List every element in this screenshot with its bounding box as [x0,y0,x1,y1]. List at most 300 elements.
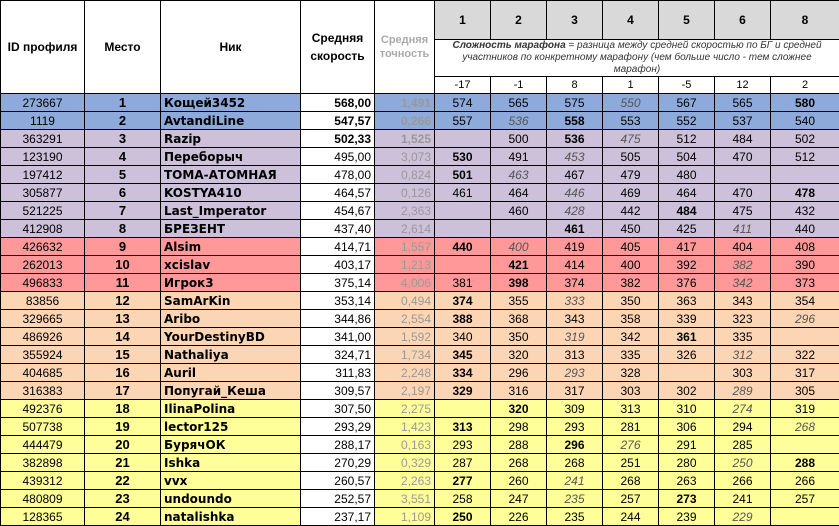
marathon-speed-cell: 312 [715,346,771,364]
speed-cell: 568,00 [301,94,375,112]
nick-cell: YourDestinyBD [161,328,301,346]
marathon-speed-cell: 575 [547,94,603,112]
rank-cell: 3 [85,130,161,148]
marathon-speed-cell: 432 [771,202,839,220]
speed-cell: 502,33 [301,130,375,148]
difficulty-note-title: Сложность марафона [452,40,565,51]
accuracy-cell: 4,006 [375,274,435,292]
rank-cell: 11 [85,274,161,292]
marathon-speed-cell: 241 [715,490,771,508]
marathon-speed-cell: 294 [715,418,771,436]
table-row [1,256,839,274]
accuracy-cell: 1,423 [375,418,435,436]
accuracy-cell: 0,494 [375,292,435,310]
marathon-speed-cell [715,166,771,184]
rank-cell: 17 [85,382,161,400]
marathon-speed-cell: 235 [547,490,603,508]
rank-cell: 10 [85,256,161,274]
speed-cell: 414,71 [301,238,375,256]
rank-cell: 6 [85,184,161,202]
marathon-speed-cell: 319 [771,400,839,418]
accuracy-cell: 2,263 [375,472,435,490]
accuracy-cell: 0,266 [375,112,435,130]
header-marathon-8: 8 [771,1,839,40]
marathon-speed-cell: 257 [603,490,659,508]
marathon-speed-cell: 329 [435,382,491,400]
marathon-speed-cell: 328 [603,364,659,382]
marathon-speed-cell: 479 [603,166,659,184]
nick-cell: vvx [161,472,301,490]
table-row [1,202,839,220]
profile-id-cell: 273667 [1,94,85,112]
rank-cell: 7 [85,202,161,220]
accuracy-cell: 2,197 [375,382,435,400]
marathon-speed-cell: 567 [659,94,715,112]
marathon-speed-cell: 251 [603,454,659,472]
marathon-speed-cell: 235 [547,508,603,526]
marathon-speed-cell: 305 [771,382,839,400]
nick-cell: Nathaliya [161,346,301,364]
marathon-speed-cell: 274 [715,400,771,418]
nick-cell: Игрок3 [161,274,301,292]
marathon-speed-cell: 303 [603,382,659,400]
rank-cell: 13 [85,310,161,328]
marathon-speed-cell: 317 [547,382,603,400]
marathon-speed-cell: 475 [603,130,659,148]
marathon-speed-cell: 323 [715,310,771,328]
rank-cell: 20 [85,436,161,454]
marathon-speed-cell: 411 [715,220,771,238]
marathon-speed-cell [771,166,839,184]
marathon-speed-cell: 296 [491,364,547,382]
marathon-speed-cell [491,220,547,238]
table-row [1,382,839,400]
table-row [1,454,839,472]
marathon-speed-cell: 464 [491,184,547,202]
profile-id-cell: 412908 [1,220,85,238]
marathon-speed-cell: 342 [603,328,659,346]
header-marathon-5: 5 [659,1,715,40]
marathon-speed-cell: 461 [435,184,491,202]
marathon-speed-cell: 226 [491,508,547,526]
marathon-speed-cell: 502 [771,130,839,148]
difficulty-1: -17 [435,77,491,94]
marathon-speed-cell: 287 [435,454,491,472]
marathon-speed-cell: 296 [771,310,839,328]
marathon-speed-cell [659,364,715,382]
accuracy-cell: 3,551 [375,490,435,508]
nick-cell: natalishka [161,508,301,526]
nick-cell: Last_Imperator [161,202,301,220]
header-accuracy: Средняя точность [375,1,435,94]
header-rank: Место [85,1,161,94]
marathon-speed-cell: 340 [435,328,491,346]
marathon-speed-cell: 268 [547,454,603,472]
difficulty-3: 8 [547,77,603,94]
marathon-speed-cell: 303 [715,364,771,382]
marathon-speed-cell [435,130,491,148]
marathon-speed-cell: 302 [659,382,715,400]
nick-cell: Alsim [161,238,301,256]
marathon-speed-cell: 442 [603,202,659,220]
marathon-speed-cell: 504 [659,148,715,166]
rank-cell: 19 [85,418,161,436]
marathon-speed-cell: 343 [715,292,771,310]
speed-cell: 288,17 [301,436,375,454]
marathon-speed-cell: 565 [715,94,771,112]
marathon-speed-cell: 244 [603,508,659,526]
table-row [1,328,839,346]
nick-cell: Razip [161,130,301,148]
profile-id-cell: 316383 [1,382,85,400]
marathon-speed-cell: 276 [603,436,659,454]
profile-id-cell: 426632 [1,238,85,256]
marathon-speed-cell: 291 [659,436,715,454]
rank-cell: 14 [85,328,161,346]
marathon-speed-cell: 480 [659,166,715,184]
marathon-speed-cell: 475 [715,202,771,220]
table-row [1,274,839,292]
table-row [1,238,839,256]
marathon-speed-cell: 313 [435,418,491,436]
header-marathon-3: 3 [547,1,603,40]
marathon-speed-cell: 280 [659,454,715,472]
marathon-speed-cell: 501 [435,166,491,184]
marathon-speed-cell: 368 [491,310,547,328]
marathon-speed-cell: 500 [491,130,547,148]
marathon-speed-cell: 345 [435,346,491,364]
accuracy-cell: 0,329 [375,454,435,472]
marathon-speed-cell: 408 [771,238,839,256]
marathon-speed-cell: 250 [435,508,491,526]
accuracy-cell: 2,275 [375,400,435,418]
marathon-speed-cell: 306 [659,418,715,436]
speed-cell: 375,14 [301,274,375,292]
marathon-speed-cell: 288 [491,436,547,454]
nick-cell: Переборыч [161,148,301,166]
marathon-speed-cell: 273 [659,490,715,508]
marathon-speed-cell: 382 [715,256,771,274]
marathon-speed-cell: 285 [715,436,771,454]
speed-cell: 478,00 [301,166,375,184]
speed-cell: 437,40 [301,220,375,238]
marathon-speed-cell: 319 [547,328,603,346]
marathon-speed-cell: 536 [547,130,603,148]
table-row [1,310,839,328]
marathon-speed-cell: 558 [547,112,603,130]
rank-cell: 22 [85,472,161,490]
marathon-speed-cell: 320 [491,400,547,418]
marathon-speed-cell: 260 [491,472,547,490]
marathon-speed-cell: 310 [659,400,715,418]
marathon-speed-cell: 565 [491,94,547,112]
difficulty-8: 2 [771,77,839,94]
marathon-speed-cell: 512 [659,130,715,148]
marathon-speed-cell: 557 [435,112,491,130]
marathon-speed-cell: 484 [715,130,771,148]
speed-cell: 252,57 [301,490,375,508]
marathon-speed-cell: 469 [603,184,659,202]
profile-id-cell: 262013 [1,256,85,274]
speed-cell: 547,57 [301,112,375,130]
marathon-speed-cell: 467 [547,166,603,184]
marathon-speed-cell: 381 [435,274,491,292]
accuracy-cell: 0,126 [375,184,435,202]
accuracy-cell: 2,363 [375,202,435,220]
accuracy-cell: 2,248 [375,364,435,382]
marathon-speed-cell: 293 [547,364,603,382]
marathon-speed-cell: 268 [603,472,659,490]
table-row [1,418,839,436]
marathon-speed-cell: 241 [547,472,603,490]
accuracy-cell: 0,824 [375,166,435,184]
marathon-speed-cell: 382 [603,274,659,292]
marathon-speed-cell: 268 [771,418,839,436]
accuracy-cell: 1,491 [375,94,435,112]
profile-id-cell: 444479 [1,436,85,454]
table-row [1,112,839,130]
marathon-speed-cell: 417 [659,238,715,256]
speed-cell: 324,71 [301,346,375,364]
speed-cell: 309,57 [301,382,375,400]
marathon-speed-cell: 440 [435,238,491,256]
marathon-speed-cell: 484 [659,202,715,220]
nick-cell: БРЕЗЕНТ [161,220,301,238]
marathon-speed-cell: 374 [435,292,491,310]
marathon-speed-cell: 247 [491,490,547,508]
marathon-speed-cell: 298 [491,418,547,436]
profile-id-cell: 404685 [1,364,85,382]
header-marathon-1: 1 [435,1,491,40]
speed-cell: 353,14 [301,292,375,310]
marathon-speed-cell: 550 [603,94,659,112]
speed-cell: 495,00 [301,148,375,166]
rank-cell: 4 [85,148,161,166]
marathon-speed-cell: 317 [771,364,839,382]
nick-cell: AvtandiLine [161,112,301,130]
marathon-speed-cell: 553 [603,112,659,130]
speed-cell: 260,57 [301,472,375,490]
profile-id-cell: 521225 [1,202,85,220]
marathon-speed-cell: 491 [491,148,547,166]
header-marathon-6: 6 [715,1,771,40]
marathon-speed-cell [771,436,839,454]
rank-cell: 18 [85,400,161,418]
marathon-speed-cell: 266 [771,472,839,490]
table-body [1,94,839,526]
nick-cell: xcislav [161,256,301,274]
marathon-speed-cell: 250 [715,454,771,472]
marathon-speed-cell: 335 [715,328,771,346]
table-row [1,292,839,310]
marathon-speed-cell: 266 [715,472,771,490]
marathon-speed-cell: 373 [771,274,839,292]
marathon-speed-cell: 540 [771,112,839,130]
marathon-speed-cell: 446 [547,184,603,202]
marathon-speed-cell: 342 [715,274,771,292]
rank-cell: 21 [85,454,161,472]
marathon-speed-cell: 350 [603,292,659,310]
marathon-speed-cell: 461 [547,220,603,238]
marathon-speed-cell: 512 [771,148,839,166]
marathon-speed-cell [435,256,491,274]
table-row [1,94,839,112]
marathon-speed-cell: 363 [659,292,715,310]
rank-cell: 9 [85,238,161,256]
marathon-speed-cell: 358 [603,310,659,328]
marathon-speed-cell: 333 [547,292,603,310]
table-row [1,436,839,454]
profile-id-cell: 197412 [1,166,85,184]
nick-cell: Aribo [161,310,301,328]
rank-cell: 16 [85,364,161,382]
marathon-speed-cell: 537 [715,112,771,130]
nick-cell: Auril [161,364,301,382]
header-marathon-2: 2 [491,1,547,40]
marathon-speed-cell: 478 [771,184,839,202]
speed-cell: 464,57 [301,184,375,202]
profile-id-cell: 382898 [1,454,85,472]
marathon-speed-cell: 460 [491,202,547,220]
marathon-speed-cell: 374 [547,274,603,292]
marathon-speed-cell: 405 [603,238,659,256]
marathon-speed-cell: 400 [491,238,547,256]
marathon-speed-cell: 334 [435,364,491,382]
rank-cell: 12 [85,292,161,310]
marathon-speed-cell: 313 [603,400,659,418]
marathon-speed-cell: 421 [491,256,547,274]
speed-cell: 454,67 [301,202,375,220]
accuracy-cell: 3,073 [375,148,435,166]
marathon-speed-cell: 320 [491,346,547,364]
marathon-speed-cell: 392 [659,256,715,274]
profile-id-cell: 1119 [1,112,85,130]
rank-cell: 8 [85,220,161,238]
marathon-speed-cell [771,328,839,346]
marathon-speed-cell: 428 [547,202,603,220]
profile-id-cell: 128365 [1,508,85,526]
table-row [1,220,839,238]
profile-id-cell: 439312 [1,472,85,490]
nick-cell: Ishka [161,454,301,472]
marathon-speed-cell: 376 [659,274,715,292]
accuracy-cell: 2,554 [375,310,435,328]
accuracy-cell: 1,734 [375,346,435,364]
rank-cell: 2 [85,112,161,130]
marathon-speed-cell: 350 [491,328,547,346]
rank-cell: 24 [85,508,161,526]
marathon-speed-cell: 335 [603,346,659,364]
marathon-speed-cell: 505 [603,148,659,166]
marathon-speed-cell: 552 [659,112,715,130]
rank-cell: 15 [85,346,161,364]
marathon-speed-cell: 404 [715,238,771,256]
marathon-speed-cell: 289 [715,382,771,400]
marathon-speed-cell: 326 [659,346,715,364]
nick-cell: IlinaPolina [161,400,301,418]
marathon-speed-cell [435,400,491,418]
marathon-speed-cell: 322 [771,346,839,364]
marathon-speed-cell: 258 [435,490,491,508]
marathon-speed-cell: 361 [659,328,715,346]
rank-cell: 5 [85,166,161,184]
speed-cell: 403,17 [301,256,375,274]
table-row [1,148,839,166]
marathon-speed-cell: 309 [547,400,603,418]
marathon-speed-cell: 440 [771,220,839,238]
profile-id-cell: 363291 [1,130,85,148]
marathon-speed-cell: 343 [547,310,603,328]
marathon-speed-cell: 296 [547,436,603,454]
profile-id-cell: 480809 [1,490,85,508]
accuracy-cell: 1,592 [375,328,435,346]
marathon-speed-cell: 293 [435,436,491,454]
profile-id-cell: 507738 [1,418,85,436]
nick-cell: lector125 [161,418,301,436]
header-nick: Ник [161,1,301,94]
difficulty-note-text: = разница между средней скоростью по БГ и средней участников по конкретному марафону (чем больше число - тем сложнее марафон) [462,40,821,75]
rank-cell: 1 [85,94,161,112]
marathon-speed-cell: 355 [491,292,547,310]
marathon-speed-cell [435,220,491,238]
profile-id-cell: 83856 [1,292,85,310]
marathon-speed-cell: 574 [435,94,491,112]
marathon-speed-cell: 398 [491,274,547,292]
table-row [1,400,839,418]
speed-cell: 237,17 [301,508,375,526]
marathon-speed-cell: 400 [603,256,659,274]
accuracy-cell: 2,614 [375,220,435,238]
marathon-speed-cell: 229 [715,508,771,526]
marathon-speed-cell: 414 [547,256,603,274]
accuracy-cell: 0,163 [375,436,435,454]
table-row [1,346,839,364]
marathon-speed-cell: 339 [659,310,715,328]
header-id: ID профиля [1,1,85,94]
difficulty-4: 1 [603,77,659,94]
profile-id-cell: 492376 [1,400,85,418]
profile-id-cell: 496833 [1,274,85,292]
marathon-speed-cell: 293 [547,418,603,436]
profile-id-cell: 355924 [1,346,85,364]
marathon-speed-cell: 354 [771,292,839,310]
marathon-speed-cell: 281 [603,418,659,436]
profile-id-cell: 486926 [1,328,85,346]
speed-cell: 270,29 [301,454,375,472]
marathon-speed-cell: 453 [547,148,603,166]
marathon-speed-cell: 536 [491,112,547,130]
header-speed: Средняя скорость [301,1,375,94]
nick-cell: KOSTYA410 [161,184,301,202]
marathon-speed-cell: 425 [659,220,715,238]
marathon-speed-cell: 580 [771,94,839,112]
speed-cell: 307,50 [301,400,375,418]
accuracy-cell: 1,557 [375,238,435,256]
difficulty-2: -1 [491,77,547,94]
marathon-speed-cell: 268 [491,454,547,472]
table-row [1,184,839,202]
speed-cell: 293,29 [301,418,375,436]
table-row [1,490,839,508]
header-marathon-4: 4 [603,1,659,40]
table-row [1,130,839,148]
table-row [1,364,839,382]
marathon-speed-cell: 316 [491,382,547,400]
marathon-speed-cell: 257 [771,490,839,508]
rank-cell: 23 [85,490,161,508]
accuracy-cell: 1,109 [375,508,435,526]
marathon-speed-cell [435,202,491,220]
